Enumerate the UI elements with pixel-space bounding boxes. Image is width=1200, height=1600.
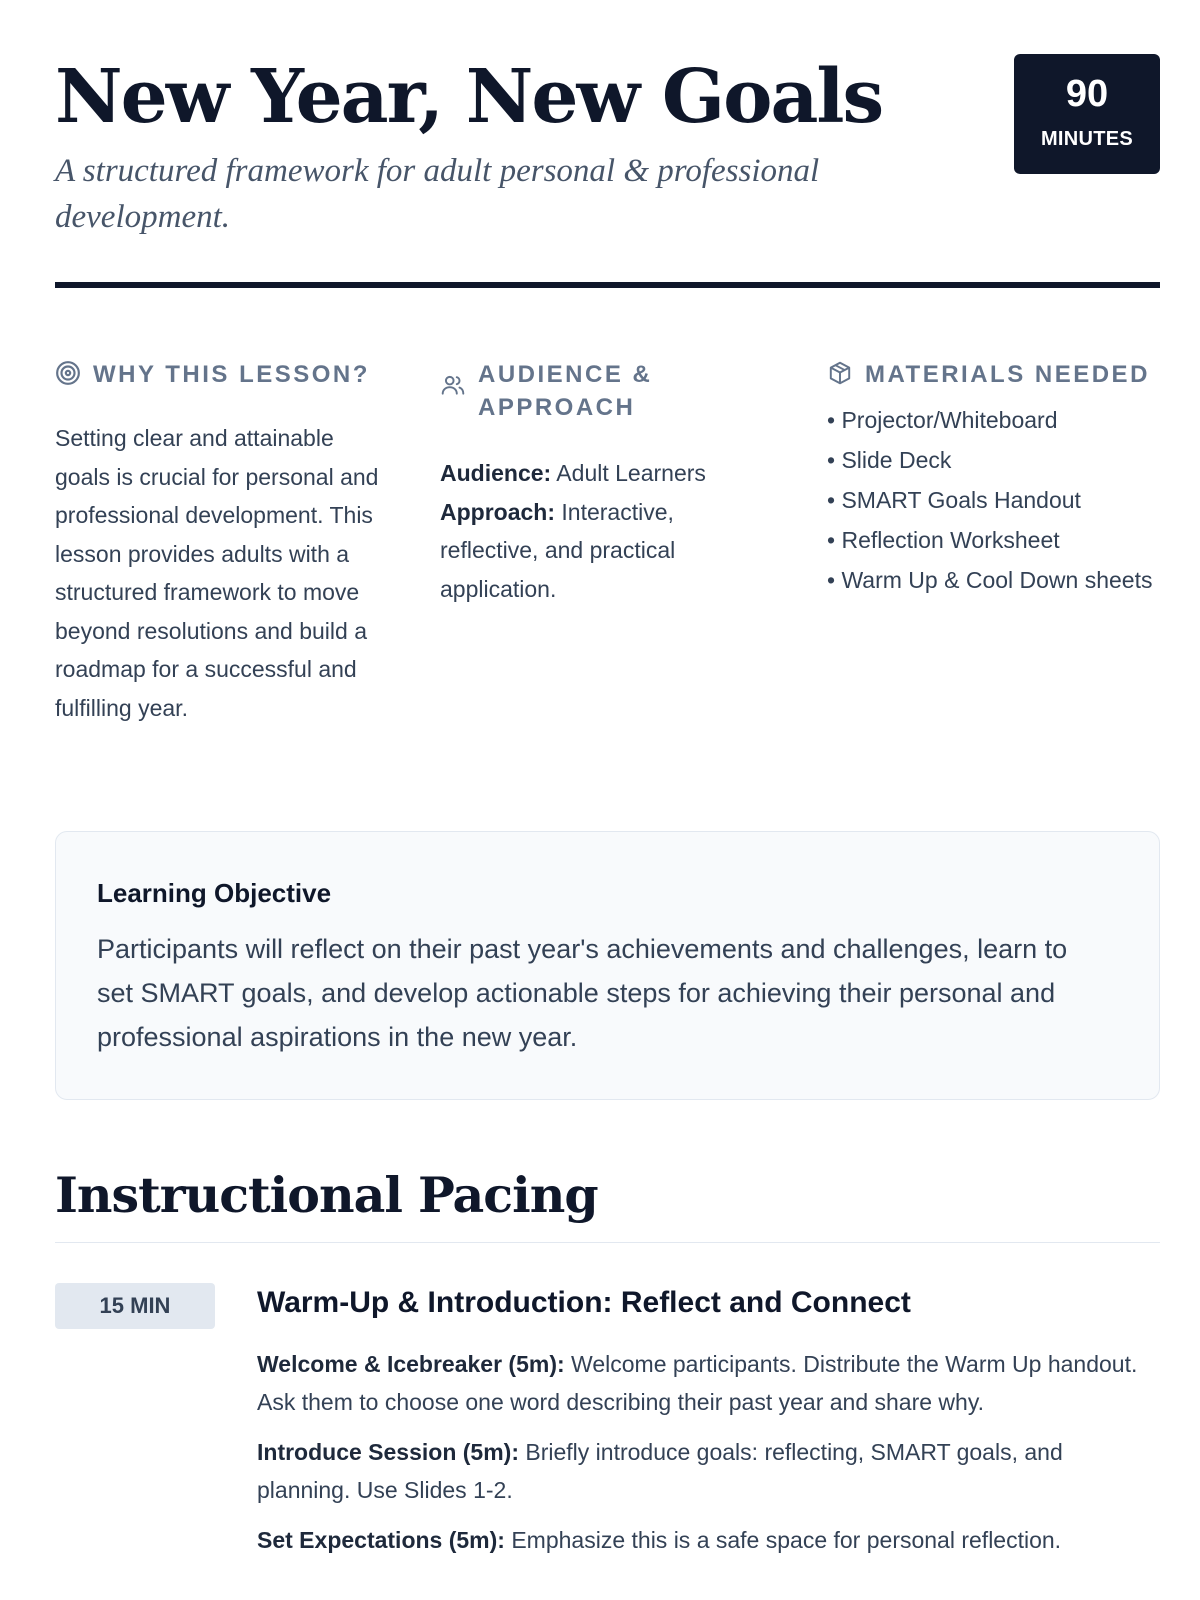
pacing-divider [55,1242,1160,1243]
objective-text: Participants will reflect on their past year's achievements and challenges, learn to set SMART goals, and develop actionable steps for achieving their personal and professional aspirations in the new year. [97,934,1068,1052]
time-badge: 15 MIN [55,1283,215,1329]
approach-line [440,493,770,609]
header-divider [55,282,1160,288]
pacing-step: Welcome & Icebreaker (5m): Welcome participants. Distribute the Warm Up handout. Ask them to choose one word describing their past year and share why. [257,1351,1138,1415]
materials-list [827,403,1160,597]
audience-label: Audience: [440,460,552,486]
users-icon [440,372,466,398]
duration-unit: MINUTES [1040,128,1134,150]
why-body: Setting clear and attainable goals is crucial for personal and professional development. This lesson provides adults with a structured framework to move beyond resolutions and build a roadmap for a successful and fulfilling year. [55,425,379,721]
audience-line [440,454,770,493]
audience-column [440,358,770,608]
pacing-block-title: Warm-Up & Introduction: Reflect and Connect [257,1286,911,1319]
materials-column [827,358,1160,603]
package-icon [827,360,853,386]
pacing-title: Instructional Pacing [55,1166,598,1224]
list-item: • SMART Goals Handout [827,487,1081,513]
page-title: New Year, New Goals [55,54,883,140]
page-subtitle: A structured framework for adult personal & professional development. [55,153,820,235]
duration-value: 90 [1065,73,1109,115]
header [55,50,1160,290]
list-item: • Warm Up & Cool Down sheets [827,567,1153,593]
target-icon [55,360,81,386]
duration-badge [1014,54,1160,174]
audience-body [440,454,770,608]
approach-value: Interactive, reflective, and practical application. [440,498,676,602]
pacing-step: Set Expectations (5m): Emphasize this is a safe space for personal reflection. [257,1527,1062,1553]
pacing-step: Introduce Session (5m): Briefly introduce goals: reflecting, SMART goals, and planning. Use Slides 1-2. [257,1439,1063,1503]
learning-objective-card [55,831,1160,1100]
audience-heading: AUDIENCE & APPROACH [478,361,653,421]
why-column [55,358,395,727]
pacing-block [257,1283,1160,1559]
list-item: • Reflection Worksheet [827,527,1060,553]
audience-value: Adult Learners [551,460,706,486]
list-item: • Slide Deck [827,447,952,473]
objective-title: Learning Objective [97,878,332,908]
approach-label: Approach: [440,498,555,525]
list-item: • Projector/Whiteboard [827,407,1058,433]
materials-heading: MATERIALS NEEDED [865,361,1150,388]
why-heading: WHY THIS LESSON? [93,361,370,388]
